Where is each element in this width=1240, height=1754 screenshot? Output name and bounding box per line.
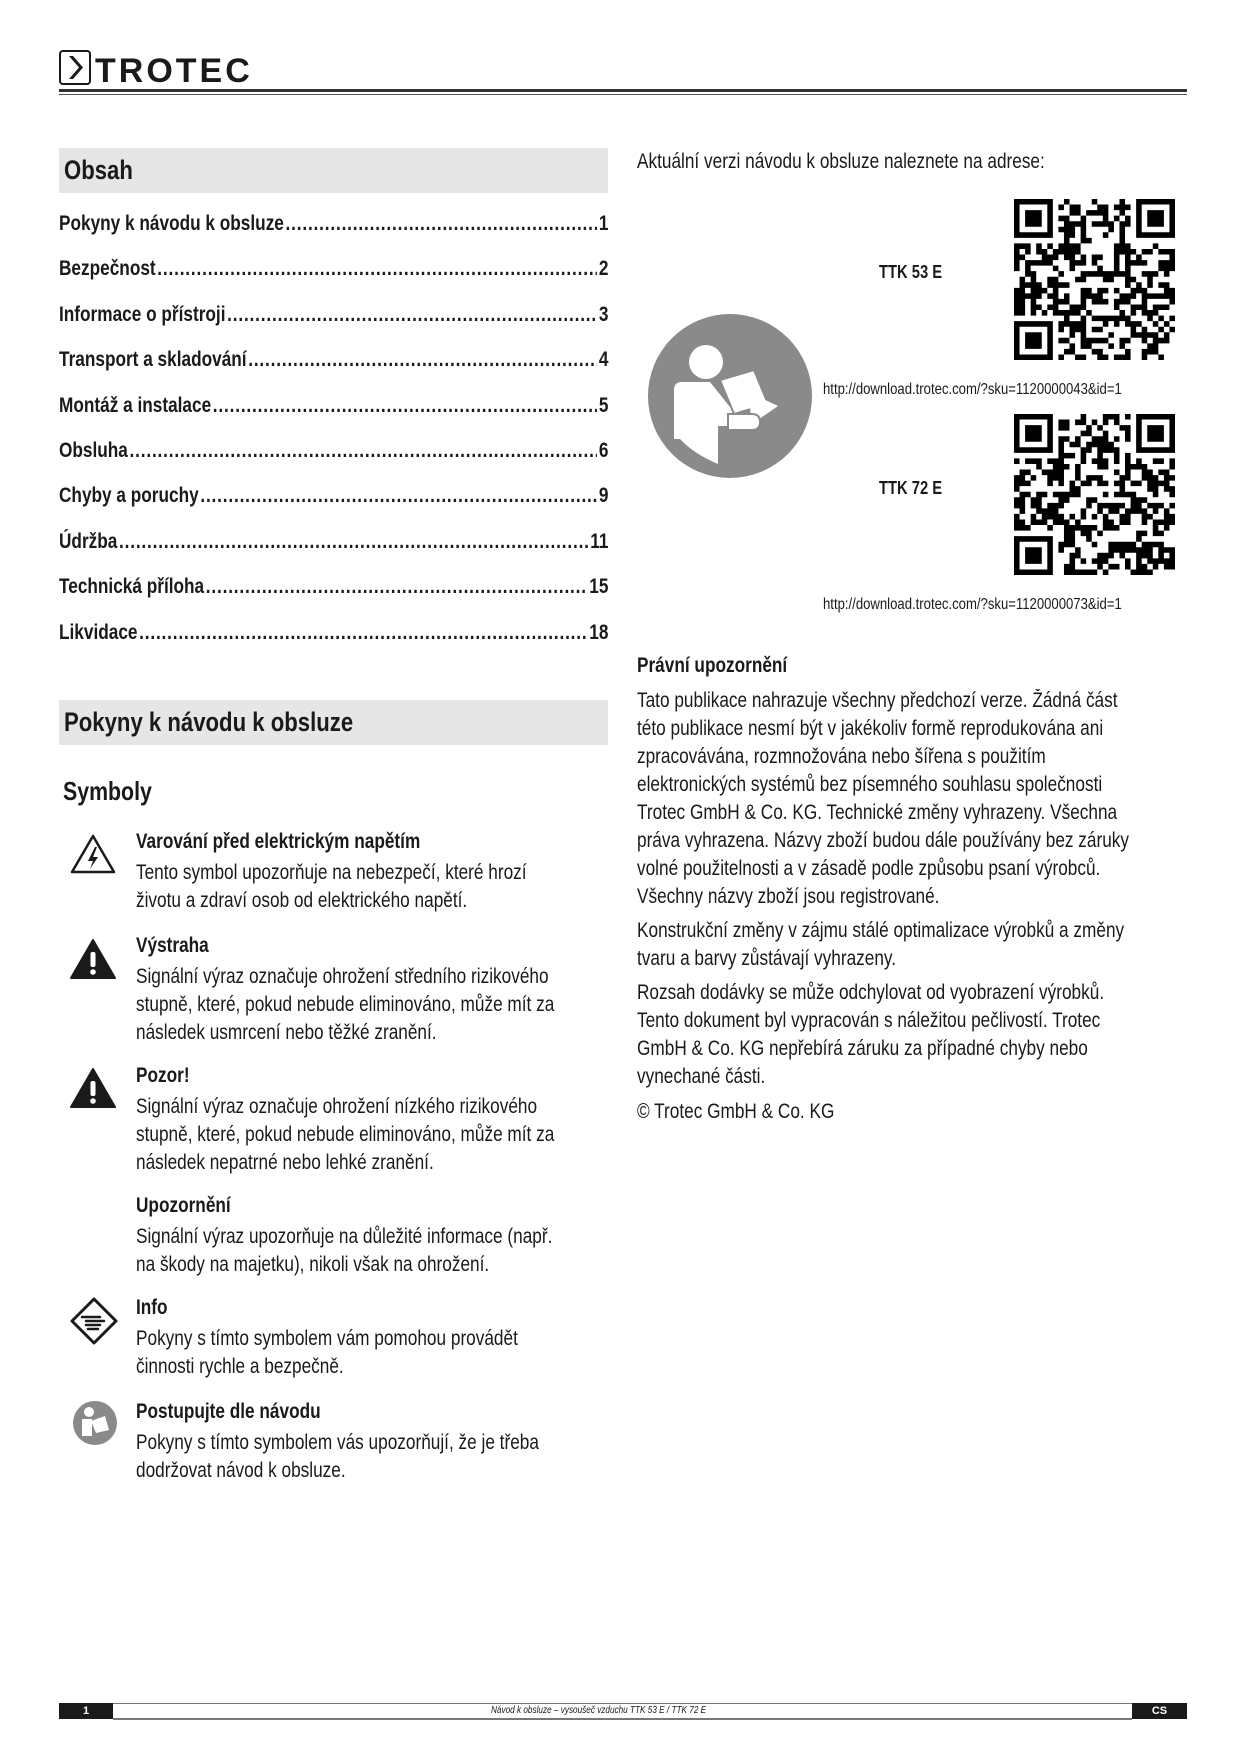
toc-entry-page: 3	[598, 302, 609, 326]
symbol-description-line: stupně, které, pokud nebude eliminováno, může mít za	[136, 1123, 555, 1146]
toc-dot-leader	[206, 575, 588, 599]
toc-dot-leader	[130, 439, 598, 463]
symbol-description-line: následek nepatrné nebo lehké zranění.	[136, 1151, 434, 1174]
toc-entry[interactable]	[59, 348, 608, 376]
toc-entry[interactable]	[59, 439, 608, 467]
toc-entry[interactable]	[59, 530, 608, 558]
toc-dot-leader	[227, 303, 597, 327]
header-rule	[59, 89, 1187, 92]
symbol-description-line: Signální výraz označuje ohrožení nízkého rizikového	[136, 1095, 538, 1118]
toc-entry-page: 2	[598, 257, 609, 281]
model-label-2: TTK 72 E	[879, 478, 943, 498]
legal-line: vynechané části.	[637, 1065, 766, 1088]
toc-heading-box	[59, 148, 608, 193]
symbol-description-line: na škody na majetku), nikoli však na ohrožení.	[136, 1253, 490, 1276]
legal-line: GmbH & Co. KG nepřebírá záruku za případné chyby nebo	[637, 1037, 1088, 1060]
symbol-entry	[136, 1294, 518, 1381]
legal-paragraph	[637, 687, 1129, 911]
legal-paragraph	[637, 1098, 834, 1126]
warning-icon	[70, 938, 116, 980]
toc-entry-page: 1	[598, 212, 609, 235]
symbol-entry	[136, 1398, 539, 1485]
toc-entry[interactable]	[59, 575, 608, 603]
symbol-entry	[136, 1192, 552, 1279]
toc-dot-leader	[139, 621, 587, 645]
toc-entry-label: Transport a skladování	[59, 348, 247, 372]
footer-page-number: 1	[59, 1703, 113, 1719]
toc-entry-page: 9	[598, 484, 609, 508]
toc-entry-label: Likvidace	[59, 620, 138, 644]
toc-entry-page: 5	[598, 393, 609, 417]
trotec-logo	[59, 50, 319, 86]
toc-entry[interactable]	[59, 621, 608, 649]
symbol-description-line: činnosti rychle a bezpečně.	[136, 1355, 344, 1378]
symbol-description-line: Pokyny s tímto symbolem vám pomohou provádět	[136, 1327, 518, 1350]
symbol-description-line: stupně, které, pokud nebude eliminováno, může mít za	[136, 993, 555, 1016]
toc-dot-leader	[248, 348, 597, 372]
legal-line: Trotec GmbH & Co. KG. Technické změny vyhrazeny. Všechna	[637, 801, 1118, 824]
toc-dot-leader	[119, 530, 589, 554]
toc-entry-label: Chyby a poruchy	[59, 484, 199, 508]
qr-code-ttk53e[interactable]	[1014, 199, 1175, 360]
legal-line: © Trotec GmbH & Co. KG	[637, 1100, 835, 1123]
legal-paragraph	[637, 979, 1104, 1091]
section-heading-box	[59, 700, 608, 745]
legal-line: Konstrukční změny v zájmu stálé optimalizace výrobků a změny	[637, 919, 1125, 942]
header-rule-thin	[59, 94, 1187, 95]
toc-entry-label: Pokyny k návodu k obsluze	[59, 212, 284, 235]
toc-entry-page: 4	[598, 348, 609, 372]
toc-entry-label: Bezpečnost	[59, 257, 156, 281]
symbol-entry	[136, 932, 554, 1047]
legal-line: Rozsah dodávky se může odchylovat od vyobrazení výrobků.	[637, 981, 1105, 1004]
legal-line: elektronických systémů bez písemného souhlasu společnosti	[637, 773, 1103, 796]
symbol-description-line: Pokyny s tímto symbolem vás upozorňují, že je třeba	[136, 1431, 539, 1454]
qr-modules	[1014, 414, 1175, 575]
toc-entry[interactable]	[59, 303, 608, 331]
legal-line: Tato publikace nahrazuje všechny předchozí verze. Žádná část	[637, 689, 1118, 712]
qr-modules	[1014, 199, 1175, 360]
toc-dot-leader	[213, 394, 597, 418]
toc-entry-label: Informace o přístroji	[59, 302, 226, 326]
toc-entry[interactable]	[59, 484, 608, 512]
read-manual-icon-large	[648, 314, 812, 478]
download-intro: Aktuální verzi návodu k obsluze naleznete na adrese:	[637, 150, 1045, 173]
symbol-description-line: Signální výraz označuje ohrožení středního rizikového	[136, 965, 549, 988]
toc-entry[interactable]	[59, 212, 608, 240]
symbol-title: Pozor!	[136, 1064, 190, 1087]
section-title: Pokyny k návodu k obsluze	[64, 707, 354, 737]
toc-entry-label: Údržba	[59, 529, 118, 553]
toc-dot-leader	[200, 484, 597, 508]
toc-entry[interactable]	[59, 394, 608, 422]
footer-title	[113, 1703, 1132, 1720]
toc-entry-label: Technická příloha	[59, 575, 205, 599]
toc-entry-label: Obsluha	[59, 439, 128, 462]
legal-line: práva vyhrazena. Názvy zboží budou dále používány bez záruky	[637, 829, 1130, 852]
symbol-title: Výstraha	[136, 934, 209, 957]
symbol-title: Upozornění	[136, 1194, 231, 1217]
symbol-description-line: následek usmrcení nebo těžké zranění.	[136, 1021, 437, 1044]
symbol-description-line: dodržovat návod k obsluze.	[136, 1459, 346, 1482]
symbol-entry	[136, 828, 527, 915]
legal-line: zpracovávána, rozmnožována nebo šířena s použitím	[637, 745, 1046, 768]
toc-dot-leader	[286, 212, 598, 236]
footer-title-text: Návod k obsluze – vysoušeč vzduchu TTK 53 E / TTK 72 E	[491, 1705, 707, 1716]
read-manual-icon	[72, 1400, 118, 1446]
toc-entry-page: 11	[590, 529, 609, 553]
toc-entry-page: 6	[598, 439, 609, 462]
download-url-1[interactable]: http://download.trotec.com/?sku=1120000043&id=1	[823, 381, 1122, 398]
legal-line: volné použitelnosti a v zásadě podle způsobu psaní výrobců.	[637, 857, 1101, 880]
qr-code-ttk72e[interactable]	[1014, 414, 1175, 575]
legal-line: Všechny názvy zboží jsou registrované.	[637, 885, 940, 908]
symbol-title: Info	[136, 1296, 168, 1319]
footer-language: CS	[1132, 1703, 1187, 1719]
symbol-title: Varování před elektrickým napětím	[136, 830, 421, 853]
toc-entry-page: 18	[589, 620, 609, 644]
legal-line: této publikace nesmí být v jakékoliv formě reprodukována ani	[637, 717, 1104, 740]
legal-title: Právní upozornění	[637, 654, 788, 677]
toc-title: Obsah	[64, 155, 133, 185]
toc-dot-leader	[157, 257, 597, 281]
toc-entry-page: 15	[589, 575, 609, 599]
legal-line: Tento dokument byl vypracován s náležitou pečlivostí. Trotec	[637, 1009, 1101, 1032]
toc-entry[interactable]	[59, 257, 608, 285]
model-label-1: TTK 53 E	[879, 262, 943, 282]
symbol-description-line: Tento symbol upozorňuje na nebezpečí, které hrozí	[136, 861, 527, 884]
symbol-title: Postupujte dle návodu	[136, 1400, 321, 1423]
toc-entry-label: Montáž a instalace	[59, 393, 212, 417]
symbol-description-line: Signální výraz upozorňuje na důležité informace (např.	[136, 1225, 553, 1248]
caution-icon	[70, 1067, 116, 1109]
info-hand-icon	[70, 1297, 118, 1345]
symbols-title: Symboly	[63, 776, 152, 806]
symbol-entry	[136, 1062, 554, 1177]
legal-line: tvaru a barvy zůstávají vyhrazeny.	[637, 947, 897, 970]
download-url-2[interactable]: http://download.trotec.com/?sku=1120000073&id=1	[823, 596, 1122, 613]
symbol-description-line: životu a zdraví osob od elektrického napětí.	[136, 889, 468, 912]
logo-text: TROTEC	[95, 52, 253, 86]
electric-warning-icon	[70, 833, 116, 875]
legal-paragraph	[637, 917, 1124, 973]
